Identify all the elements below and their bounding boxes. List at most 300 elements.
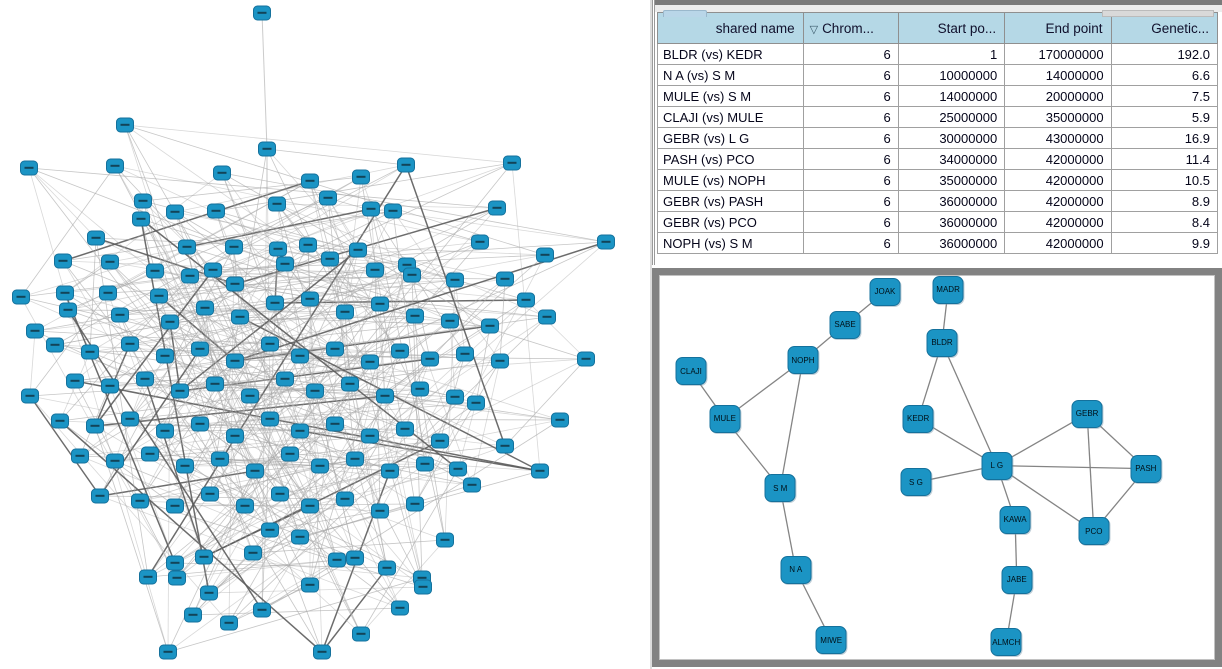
cell-value[interactable]: 6 [803,191,898,212]
network-node[interactable] [88,231,105,245]
network-node[interactable] [140,570,157,584]
network-node[interactable] [72,449,89,463]
network-node[interactable] [292,349,309,363]
cell-value[interactable]: 36000000 [898,212,1004,233]
subnetwork-view[interactable] [660,276,1214,659]
node-label-smudge [441,539,450,541]
network-node[interactable] [237,499,254,513]
edge-attribute-table [657,12,1218,254]
network-node[interactable] [107,159,124,173]
cell-value[interactable]: 6 [803,170,898,191]
network-node[interactable] [350,243,367,257]
network-edge [512,163,540,471]
cell-value[interactable]: 42000000 [1005,212,1111,233]
network-edge[interactable] [942,343,997,466]
node-label-smudge [326,258,335,260]
node-label-smudge [271,302,280,304]
network-node[interactable] [185,608,202,622]
network-node[interactable] [277,257,294,271]
network-node[interactable] [417,457,434,471]
table-row[interactable] [658,149,1218,170]
node-label-smudge [536,470,545,472]
node-label-smudge [383,567,392,569]
node-label-smudge [602,241,611,243]
network-node[interactable] [314,645,331,659]
network-node[interactable] [52,414,69,428]
network-node-jabe[interactable]: JABE [1001,566,1032,594]
network-node[interactable] [247,464,264,478]
network-node[interactable] [13,290,30,304]
column-header-end-point[interactable]: End point [1005,13,1111,44]
network-edge[interactable] [997,466,1146,469]
network-node[interactable] [205,263,222,277]
node-label-smudge [468,484,477,486]
network-node[interactable] [552,413,569,427]
cell-shared-name[interactable]: GEBR (vs) PCO [658,212,804,233]
cell-value[interactable]: 30000000 [898,128,1004,149]
network-node[interactable] [167,499,184,513]
network-node[interactable] [432,434,449,448]
table-row[interactable] [658,44,1218,65]
network-node[interactable] [489,201,506,215]
network-node[interactable] [407,309,424,323]
network-node[interactable] [192,342,209,356]
table-row[interactable] [658,170,1218,191]
cell-value[interactable]: 35000000 [1005,107,1111,128]
node-label-smudge [71,380,80,382]
node-label-smudge [306,505,315,507]
network-node[interactable] [404,268,421,282]
network-node[interactable] [437,533,454,547]
network-node-kawa[interactable]: KAWA [1000,506,1031,534]
network-node[interactable] [322,252,339,266]
cell-shared-name[interactable]: PASH (vs) PCO [658,149,804,170]
network-node[interactable] [92,489,109,503]
network-edge [361,469,458,634]
network-node-claji[interactable]: CLAJI [676,357,707,385]
node-label-smudge [201,307,210,309]
network-node[interactable] [302,174,319,188]
network-node[interactable] [539,310,556,324]
node-label-smudge [311,390,320,392]
cell-value[interactable]: 16.9 [1111,128,1217,149]
node-label-smudge [17,296,26,298]
cell-value[interactable]: 10.5 [1111,170,1217,191]
network-node[interactable] [133,212,150,226]
network-node[interactable] [147,264,164,278]
network-node[interactable] [267,296,284,310]
network-node[interactable] [227,429,244,443]
network-node[interactable] [353,627,370,641]
node-label-smudge [281,378,290,380]
cell-value[interactable]: 170000000 [1005,44,1111,65]
node-label-smudge [59,260,68,262]
network-node[interactable] [578,352,595,366]
cell-value[interactable]: 5.9 [1111,107,1217,128]
network-node-miwe[interactable]: MIWE [816,626,847,654]
cell-value[interactable]: 6 [803,44,898,65]
node-label-smudge [86,351,95,353]
cell-value[interactable]: 7.5 [1111,86,1217,107]
network-node[interactable] [292,530,309,544]
network-node[interactable] [422,352,439,366]
network-node[interactable] [464,478,481,492]
right-column [652,0,1222,669]
cell-shared-name[interactable]: BLDR (vs) KEDR [658,44,804,65]
network-node[interactable] [212,452,229,466]
network-node-gebr[interactable]: GEBR [1072,400,1103,428]
network-node[interactable] [327,417,344,431]
network-node[interactable] [162,315,179,329]
network-node[interactable] [227,354,244,368]
cell-value[interactable]: 42000000 [1005,149,1111,170]
table-row[interactable] [658,233,1218,254]
node-label-smudge [281,263,290,265]
network-node[interactable] [157,349,174,363]
network-edge[interactable] [1087,414,1094,531]
network-node[interactable] [492,354,509,368]
table-row[interactable] [658,107,1218,128]
network-node-noph[interactable]: NOPH [787,346,818,374]
cell-value[interactable]: 8.4 [1111,212,1217,233]
cell-value[interactable]: 20000000 [1005,86,1111,107]
network-node[interactable] [192,417,209,431]
network-node[interactable] [117,118,134,132]
network-node-madr[interactable]: MADR [933,276,964,304]
network-node[interactable] [412,382,429,396]
cell-value[interactable]: 14000000 [898,86,1004,107]
network-node[interactable] [242,389,259,403]
node-label-smudge [472,402,481,404]
node-label-smudge [376,510,385,512]
cell-value[interactable]: 42000000 [1005,191,1111,212]
network-node[interactable] [122,337,139,351]
network-node[interactable] [362,355,379,369]
node-label-smudge [216,458,225,460]
network-node[interactable] [232,310,249,324]
cell-value[interactable]: 9.9 [1111,233,1217,254]
network-edge[interactable] [780,360,803,488]
cell-shared-name[interactable]: NOPH (vs) S M [658,233,804,254]
column-header-chrom---[interactable]: ▽ Chrom... [803,13,898,44]
network-node[interactable] [157,424,174,438]
node-label-smudge [230,246,239,248]
network-node[interactable] [277,372,294,386]
node-label-smudge [316,465,325,467]
cell-shared-name[interactable]: MULE (vs) S M [658,86,804,107]
network-node[interactable] [227,277,244,291]
network-node[interactable] [518,293,535,307]
network-node-almch[interactable]: ALMCH [991,628,1022,656]
network-node[interactable] [179,240,196,254]
node-label-smudge [357,633,366,635]
network-node[interactable] [353,170,370,184]
network-node[interactable] [226,240,243,254]
network-node-s-m[interactable]: S M [765,474,796,502]
network-node[interactable] [362,429,379,443]
cell-value[interactable]: 35000000 [898,170,1004,191]
table-row[interactable] [658,65,1218,86]
network-node[interactable] [254,6,271,20]
cell-value[interactable]: 6 [803,86,898,107]
network-node[interactable] [245,546,262,560]
network-node[interactable] [202,487,219,501]
network-node[interactable] [177,459,194,473]
cell-value[interactable]: 6.6 [1111,65,1217,86]
column-header-start-po---[interactable]: Start po... [898,13,1004,44]
node-label-smudge [176,390,185,392]
network-node[interactable] [372,504,389,518]
column-header-genetic---[interactable]: Genetic... [1111,13,1217,44]
network-node[interactable] [532,464,549,478]
node-label-smudge [451,279,460,281]
node-label-smudge [91,425,100,427]
node-label-smudge [51,344,60,346]
network-node[interactable] [407,497,424,511]
network-node-l-g[interactable]: L G [981,452,1012,480]
network-node-bldr[interactable]: BLDR [926,329,957,357]
network-node[interactable] [102,255,119,269]
network-node-s-g[interactable]: S G [900,468,931,496]
network-node[interactable] [221,616,238,630]
node-label-smudge [411,503,420,505]
node-label-smudge [106,261,115,263]
cell-value[interactable]: 43000000 [1005,128,1111,149]
network-node[interactable] [472,235,489,249]
cell-shared-name[interactable]: MULE (vs) NOPH [658,170,804,191]
table-row[interactable] [658,191,1218,212]
network-node[interactable] [392,601,409,615]
network-node[interactable] [270,242,287,256]
cell-shared-name[interactable]: GEBR (vs) PASH [658,191,804,212]
network-node[interactable] [132,494,149,508]
node-label-smudge [161,430,170,432]
network-node[interactable] [57,286,74,300]
network-edge [415,361,500,504]
network-node[interactable] [22,389,39,403]
network-node[interactable] [292,424,309,438]
cell-value[interactable]: 6 [803,128,898,149]
network-node-mule[interactable]: MULE [709,405,740,433]
cell-value[interactable]: 25000000 [898,107,1004,128]
network-node[interactable] [137,372,154,386]
node-label-smudge [136,500,145,502]
network-edge [120,315,322,652]
network-node[interactable] [87,419,104,433]
network-node[interactable] [172,384,189,398]
network-node[interactable] [450,462,467,476]
network-node[interactable] [302,578,319,592]
node-label-smudge [25,167,34,169]
network-node[interactable] [100,286,117,300]
network-node[interactable] [482,319,499,333]
network-node[interactable] [47,338,64,352]
network-node[interactable] [262,523,279,537]
cell-value[interactable]: 34000000 [898,149,1004,170]
node-label-smudge [389,210,398,212]
node-label-smudge [331,423,340,425]
cell-value[interactable]: 42000000 [1005,233,1111,254]
network-node[interactable] [167,556,184,570]
network-node-n-a[interactable]: N A [780,556,811,584]
network-node[interactable] [372,297,389,311]
node-label-smudge [246,395,255,397]
cell-shared-name[interactable]: N A (vs) S M [658,65,804,86]
network-node[interactable] [442,314,459,328]
network-node[interactable] [60,303,77,317]
network-node[interactable] [208,204,225,218]
network-node[interactable] [167,205,184,219]
node-label-smudge [354,249,363,251]
node-label-smudge [266,529,275,531]
cell-value[interactable]: 192.0 [1111,44,1217,65]
cell-value[interactable]: 42000000 [1005,170,1111,191]
subnetwork-panel [652,268,1222,667]
node-label-smudge [258,12,267,14]
network-node[interactable] [102,379,119,393]
cell-value[interactable]: 10000000 [898,65,1004,86]
cell-value[interactable]: 6 [803,233,898,254]
network-node[interactable] [302,499,319,513]
network-edge [267,149,406,165]
network-node[interactable] [207,377,224,391]
network-node[interactable] [307,384,324,398]
cell-value[interactable]: 1 [898,44,1004,65]
network-node-pco[interactable]: PCO [1078,517,1109,545]
network-node[interactable] [504,156,521,170]
network-node[interactable] [347,551,364,565]
network-node[interactable] [337,305,354,319]
network-node[interactable] [537,248,554,262]
cell-shared-name[interactable]: GEBR (vs) L G [658,128,804,149]
network-node[interactable] [327,342,344,356]
network-node[interactable] [197,301,214,315]
table-row[interactable] [658,128,1218,149]
network-node[interactable] [151,289,168,303]
network-node[interactable] [182,269,199,283]
cell-value[interactable]: 14000000 [1005,65,1111,86]
column-header-shared-name[interactable]: shared name [658,13,804,44]
panel-tab[interactable] [663,10,707,17]
cell-value[interactable]: 8.9 [1111,191,1217,212]
table-row[interactable] [658,86,1218,107]
node-label-smudge [249,552,258,554]
node-label-smudge [306,298,315,300]
network-node[interactable] [82,345,99,359]
network-node[interactable] [107,454,124,468]
network-edge [472,361,500,485]
cell-shared-name[interactable]: CLAJI (vs) MULE [658,107,804,128]
network-node-joak[interactable]: JOAK [869,278,900,306]
network-node[interactable] [169,571,186,585]
network-node[interactable] [347,452,364,466]
node-label-smudge [236,316,245,318]
node-label-smudge [306,180,315,182]
network-node[interactable] [329,553,346,567]
network-node[interactable] [135,194,152,208]
network-node[interactable] [201,586,218,600]
network-node[interactable] [457,347,474,361]
network-node[interactable] [337,492,354,506]
cell-value[interactable]: 6 [803,149,898,170]
network-node[interactable] [379,561,396,575]
cell-value[interactable]: 6 [803,65,898,86]
network-node[interactable] [312,459,329,473]
network-node-kedr[interactable]: KEDR [903,405,934,433]
network-node[interactable] [468,396,485,410]
network-node[interactable] [447,390,464,404]
network-node[interactable] [415,580,432,594]
table-row[interactable] [658,212,1218,233]
network-node[interactable] [55,254,72,268]
network-node[interactable] [122,412,139,426]
network-node[interactable] [262,337,279,351]
network-node[interactable] [398,158,415,172]
cell-value[interactable]: 6 [803,107,898,128]
network-node[interactable] [363,202,380,216]
network-node[interactable] [447,273,464,287]
network-node[interactable] [300,238,317,252]
network-node[interactable] [392,344,409,358]
node-label-smudge [296,536,305,538]
network-node[interactable] [272,487,289,501]
network-node[interactable] [497,439,514,453]
node-label-smudge [454,468,463,470]
network-node[interactable] [196,550,213,564]
network-node[interactable] [142,447,159,461]
network-node[interactable] [214,166,231,180]
network-node[interactable] [342,377,359,391]
network-node[interactable] [262,412,279,426]
cell-value[interactable]: 11.4 [1111,149,1217,170]
node-label-smudge [324,197,333,199]
node-label-smudge [371,269,380,271]
node-label-smudge [476,241,485,243]
node-label-smudge [273,203,282,205]
network-node[interactable] [397,422,414,436]
network-node[interactable] [259,142,276,156]
node-label-smudge [318,651,327,653]
cell-value[interactable]: 36000000 [898,191,1004,212]
network-node[interactable] [112,308,129,322]
network-node-sabe[interactable]: SABE [830,311,861,339]
network-node[interactable] [21,161,38,175]
network-node[interactable] [282,447,299,461]
network-node[interactable] [320,191,337,205]
network-node[interactable] [254,603,271,617]
network-node[interactable] [367,263,384,277]
node-label-smudge [144,576,153,578]
network-node[interactable] [67,374,84,388]
network-node[interactable] [377,389,394,403]
network-node[interactable] [27,324,44,338]
network-node[interactable] [302,292,319,306]
node-label-smudge [31,330,40,332]
network-node[interactable] [497,272,514,286]
network-node[interactable] [385,204,402,218]
node-label-smudge [171,505,180,507]
network-node[interactable] [269,197,286,211]
network-node-pash[interactable]: PASH [1130,455,1161,483]
network-edge [30,396,100,496]
network-node[interactable] [160,645,177,659]
network-node[interactable] [598,235,615,249]
network-node[interactable] [382,464,399,478]
cell-value[interactable]: 36000000 [898,233,1004,254]
filter-icon[interactable]: ▽ [809,23,819,36]
cell-value[interactable]: 6 [803,212,898,233]
tabstrip-scroll-piece[interactable] [1102,10,1214,17]
